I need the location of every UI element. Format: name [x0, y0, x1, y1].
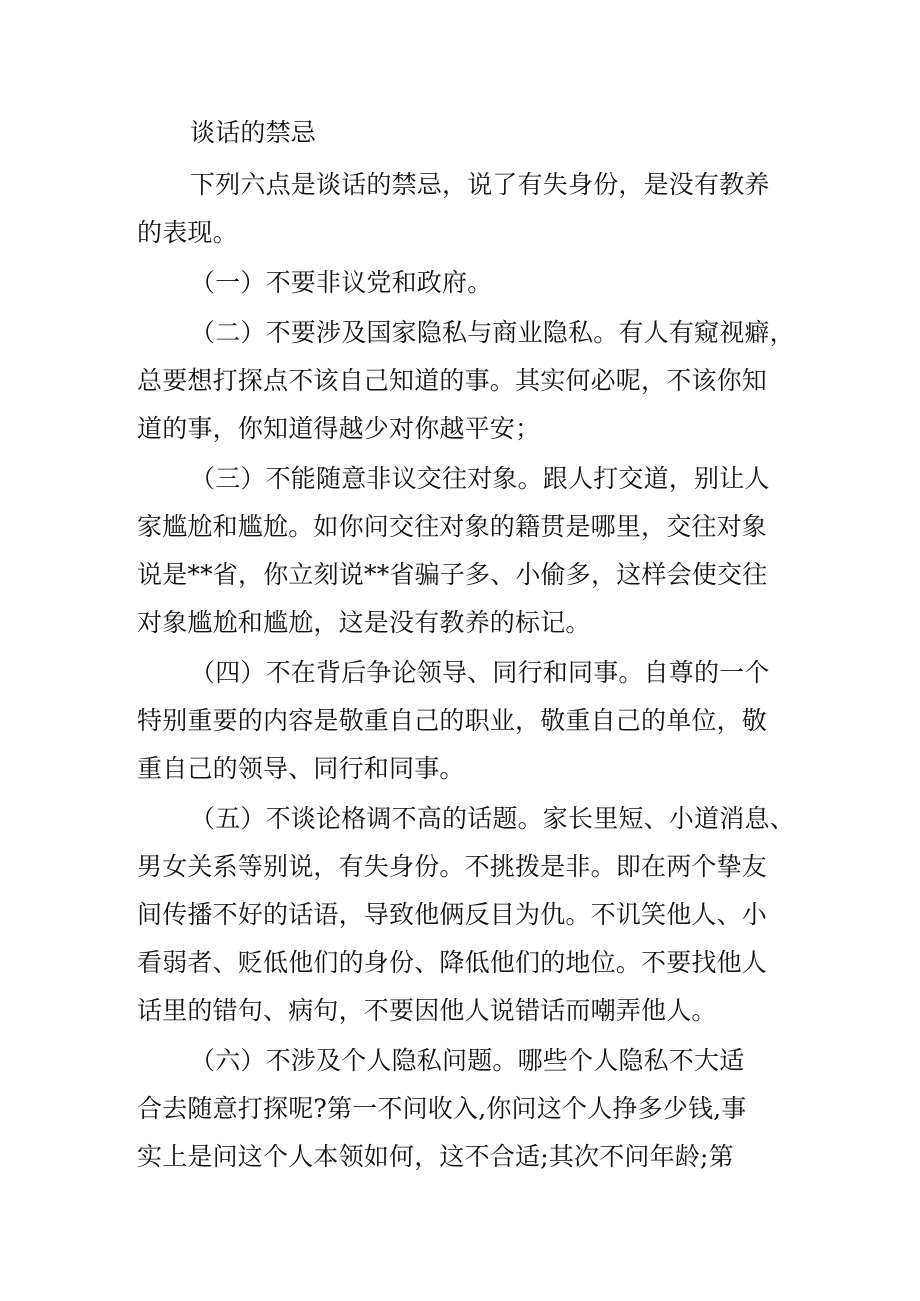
paragraph-line: 合去随意打探呢?第一不问收入,你问这个人挣多少钱,事	[137, 1094, 747, 1123]
paragraph-line: （五）不谈论格调不高的话题。家长里短、小道消息、	[190, 804, 795, 833]
paragraph-line: 说是**省，你立刻说**省骗子多、小偷多，这样会使交往	[137, 560, 768, 589]
paragraph-line: （一）不要非议党和政府。	[190, 268, 493, 297]
paragraph-line: 家尴尬和尴尬。如你问交往对象的籍贯是哪里，交往对象	[137, 512, 768, 541]
paragraph-line: 对象尴尬和尴尬，这是没有教养的标记。	[137, 608, 591, 637]
paragraph-line: 特别重要的内容是敬重自己的职业，敬重自己的单位，敬	[137, 706, 768, 735]
paragraph-line: 男女关系等别说，有失身份。不挑拨是非。即在两个挚友	[137, 852, 768, 881]
paragraph-line: （三）不能随意非议交往对象。跟人打交道，别让人	[190, 464, 770, 493]
paragraph-line: （四）不在背后争论领导、同行和同事。自尊的一个	[190, 658, 770, 687]
paragraph-line: 总要想打探点不该自己知道的事。其实何必呢，不该你知	[137, 366, 768, 395]
document-title: 谈话的禁忌	[190, 118, 317, 147]
paragraph-line: 下列六点是谈话的禁忌，说了有失身份，是没有教养	[190, 170, 770, 199]
paragraph-line: 的表现。	[137, 218, 238, 247]
paragraph-line: 道的事，你知道得越少对你越平安；	[137, 414, 541, 443]
paragraph-line: 间传播不好的话语，导致他俩反目为仇。不讥笑他人、小	[137, 900, 768, 929]
paragraph-line: （六）不涉及个人隐私问题。哪些个人隐私不大适	[190, 1046, 745, 1075]
paragraph-line: 话里的错句、病句，不要因他人说错话而嘲弄他人。	[137, 996, 717, 1025]
paragraph-line: 看弱者、贬低他们的身份、降低他们的地位。不要找他人	[137, 948, 768, 977]
paragraph-line: 实上是问这个人本领如何，这不合适;其次不问年龄;第	[137, 1142, 734, 1171]
paragraph-line: （二）不要涉及国家隐私与商业隐私。有人有窥视癖，	[190, 318, 795, 347]
paragraph-line: 重自己的领导、同行和同事。	[137, 754, 465, 783]
